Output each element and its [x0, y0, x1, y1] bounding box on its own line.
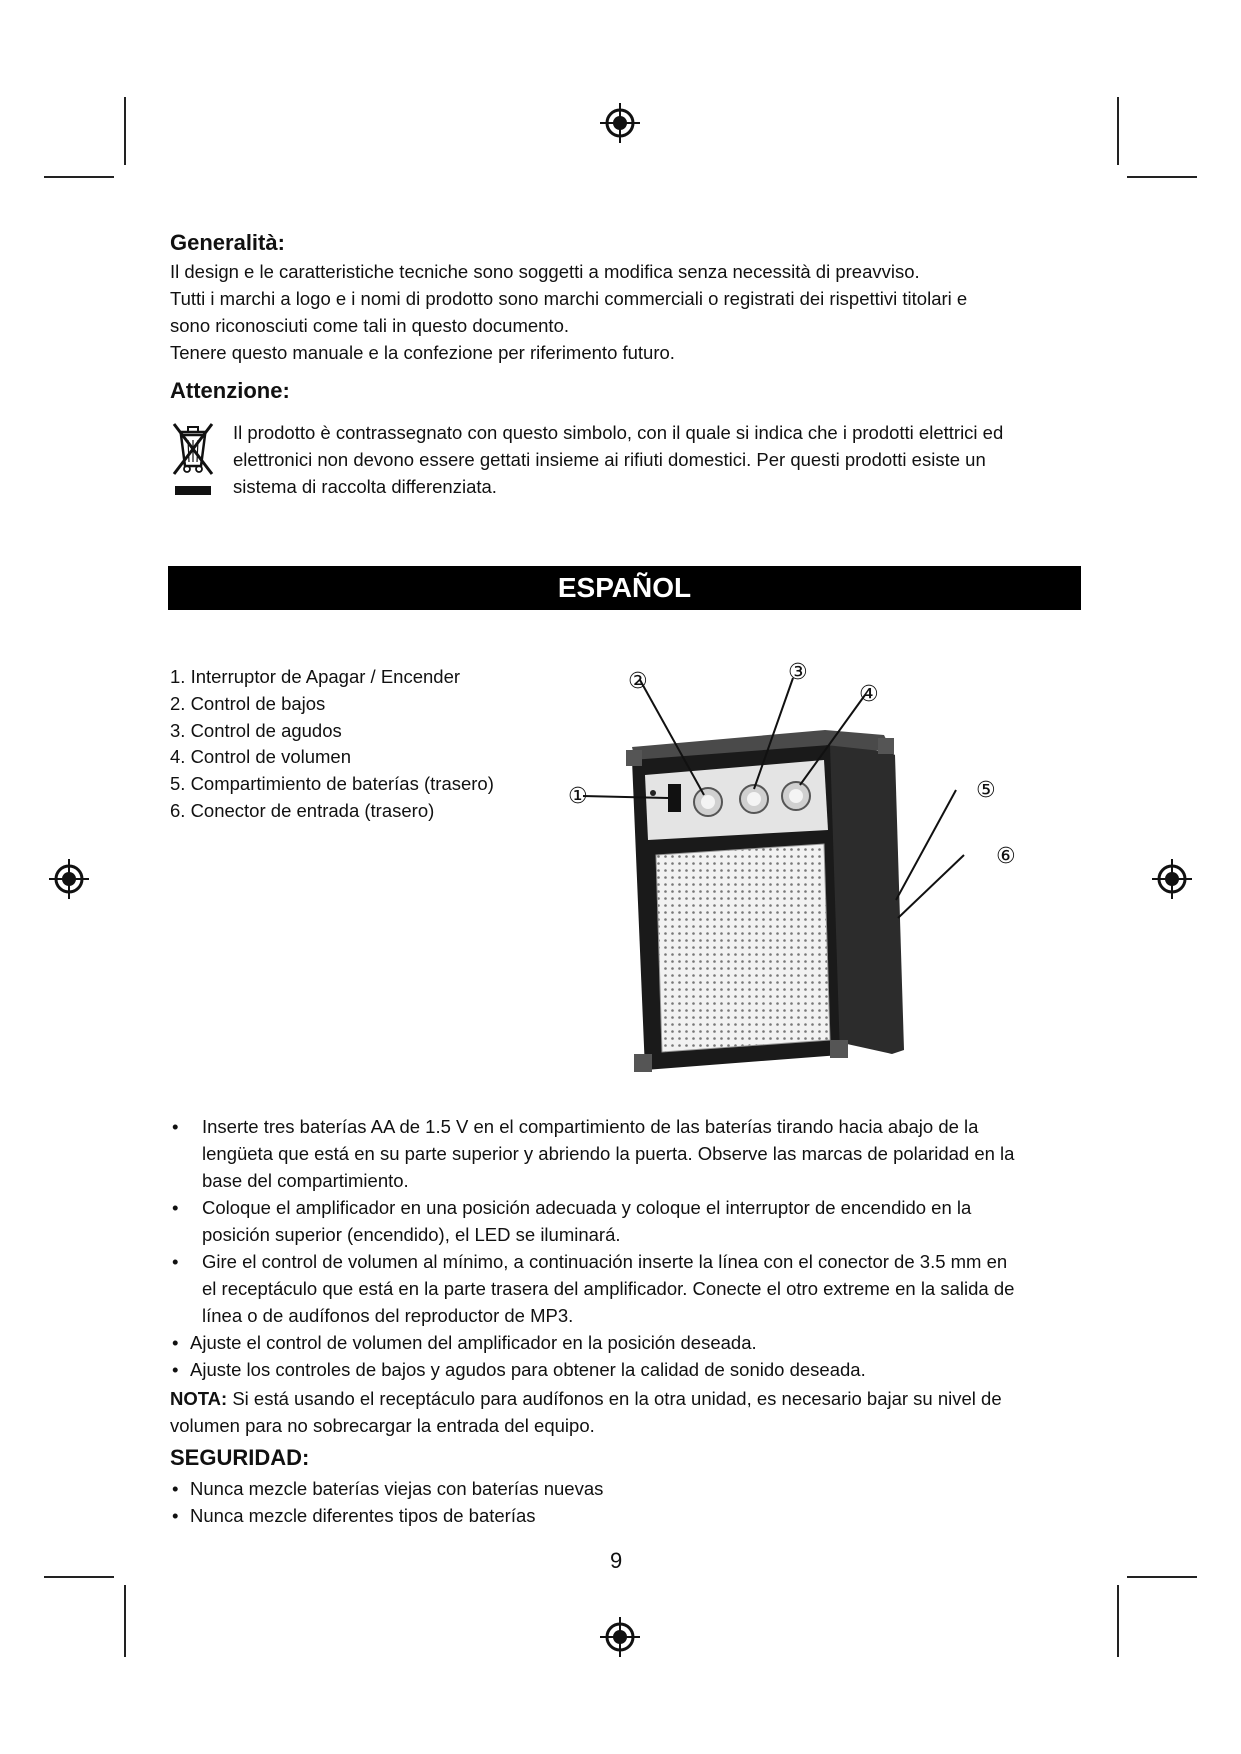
amplifier-illustration — [550, 650, 1010, 1080]
callout-label: ② — [628, 668, 648, 693]
list-item: 5. Compartimiento de baterías (trasero) — [170, 773, 494, 795]
list-item: 6. Conector de entrada (trasero) — [170, 799, 435, 821]
weee-bin-icon — [170, 418, 216, 500]
text-line: Tutti i marchi a logo e i nomi di prodotto sono marchi commerciali o registrati dei rispettivi titolari e — [170, 288, 968, 309]
note-label: NOTA: — [170, 1388, 228, 1409]
note-line: volumen para no sobrecargar la entrada del equipo. — [170, 1415, 595, 1436]
list-item — [170, 1502, 1090, 1529]
text-line: Ajuste el control de volumen del amplificador en la posición deseada. — [190, 1332, 757, 1353]
text-line: posición superior (encendido), el LED se iluminará. — [202, 1224, 621, 1245]
callout-label: ⑥ — [996, 843, 1016, 868]
text-line: elettronici non devono essere gettati insieme ai rifiuti domestici. Per questi prodotti esiste un — [233, 449, 986, 470]
note-line — [170, 1385, 1002, 1412]
page-number: 9 — [610, 1548, 623, 1573]
note-text: Si está usando el receptáculo para audífonos en la otra unidad, es necesario bajar su nivel de — [227, 1388, 1002, 1409]
crop-mark — [124, 97, 126, 165]
list-item — [170, 1248, 1090, 1329]
list-item — [170, 1356, 1090, 1383]
generalita-text — [170, 258, 967, 366]
seguridad-list — [170, 1475, 1090, 1529]
crop-mark — [1117, 97, 1119, 165]
seguridad-heading: SEGURIDAD: — [170, 1445, 310, 1470]
crop-mark — [1127, 1576, 1197, 1578]
bullet: • — [172, 1505, 179, 1526]
callout-label: ① — [568, 783, 588, 808]
bullet: • — [172, 1478, 179, 1499]
callout-label: ③ — [788, 659, 808, 684]
crop-mark — [44, 1576, 114, 1578]
list-item: 4. Control de volumen — [170, 746, 351, 768]
text-line: línea o de audífonos del reproductor de MP3. — [202, 1305, 574, 1326]
bullet: • — [172, 1251, 179, 1272]
note-paragraph — [170, 1385, 1002, 1439]
crop-mark — [1117, 1585, 1119, 1657]
registration-mark-icon — [599, 1616, 641, 1658]
bullet: • — [172, 1359, 179, 1380]
text-line: sono riconosciuti come tali in questo documento. — [170, 315, 569, 336]
bullet: • — [172, 1116, 179, 1137]
bullet: • — [172, 1332, 179, 1353]
language-banner: ESPAÑOL — [168, 566, 1081, 610]
callout-label: ④ — [859, 681, 879, 706]
list-item: 3. Control de agudos — [170, 719, 342, 741]
text-line: Gire el control de volumen al mínimo, a continuación inserte la línea con el conector de 3.5 mm en — [202, 1251, 1008, 1272]
list-item — [170, 1194, 1090, 1248]
parts-list — [170, 664, 494, 825]
text-line: base del compartimiento. — [202, 1170, 409, 1191]
text-line: Nunca mezcle baterías viejas con baterías nuevas — [190, 1478, 604, 1499]
text-line: el receptáculo que está en la parte trasera del amplificador. Conecte el otro extreme en la salida de — [202, 1278, 1015, 1299]
crop-mark — [1127, 176, 1197, 178]
attenzione-text — [233, 419, 1003, 500]
list-item: 1. Interruptor de Apagar / Encender — [170, 666, 461, 687]
text-line: Coloque el amplificador en una posición adecuada y coloque el interruptor de encendido en la — [202, 1197, 972, 1218]
instructions-list — [170, 1113, 1090, 1383]
registration-mark-icon — [599, 102, 641, 144]
text-line: Tenere questo manuale e la confezione per riferimento futuro. — [170, 342, 675, 363]
attenzione-heading: Attenzione: — [170, 378, 290, 403]
text-line: sistema di raccolta differenziata. — [233, 476, 497, 497]
registration-mark-icon — [48, 858, 90, 900]
callout-label: ⑤ — [976, 777, 996, 802]
text-line: Nunca mezcle diferentes tipos de baterías — [190, 1505, 536, 1526]
list-item — [170, 1475, 1090, 1502]
text-line: Il design e le caratteristiche tecniche sono soggetti a modifica senza necessità di preavviso. — [170, 261, 920, 282]
text-line: Inserte tres baterías AA de 1.5 V en el compartimiento de las baterías tirando hacia abajo de la — [202, 1116, 979, 1137]
text-line: Ajuste los controles de bajos y agudos para obtener la calidad de sonido deseada. — [190, 1359, 866, 1380]
text-line: Il prodotto è contrassegnato con questo simbolo, con il quale si indica che i prodotti elettrici ed — [233, 422, 1004, 443]
crop-mark — [44, 176, 114, 178]
list-item — [170, 1329, 1090, 1356]
bullet: • — [172, 1197, 179, 1218]
list-item — [170, 1113, 1090, 1194]
text-line: lengüeta que está en su parte superior y abriendo la puerta. Observe las marcas de polaridad en la — [202, 1143, 1015, 1164]
registration-mark-icon — [1151, 858, 1193, 900]
list-item: 2. Control de bajos — [170, 692, 326, 714]
generalita-heading: Generalità: — [170, 230, 285, 255]
crop-mark — [124, 1585, 126, 1657]
